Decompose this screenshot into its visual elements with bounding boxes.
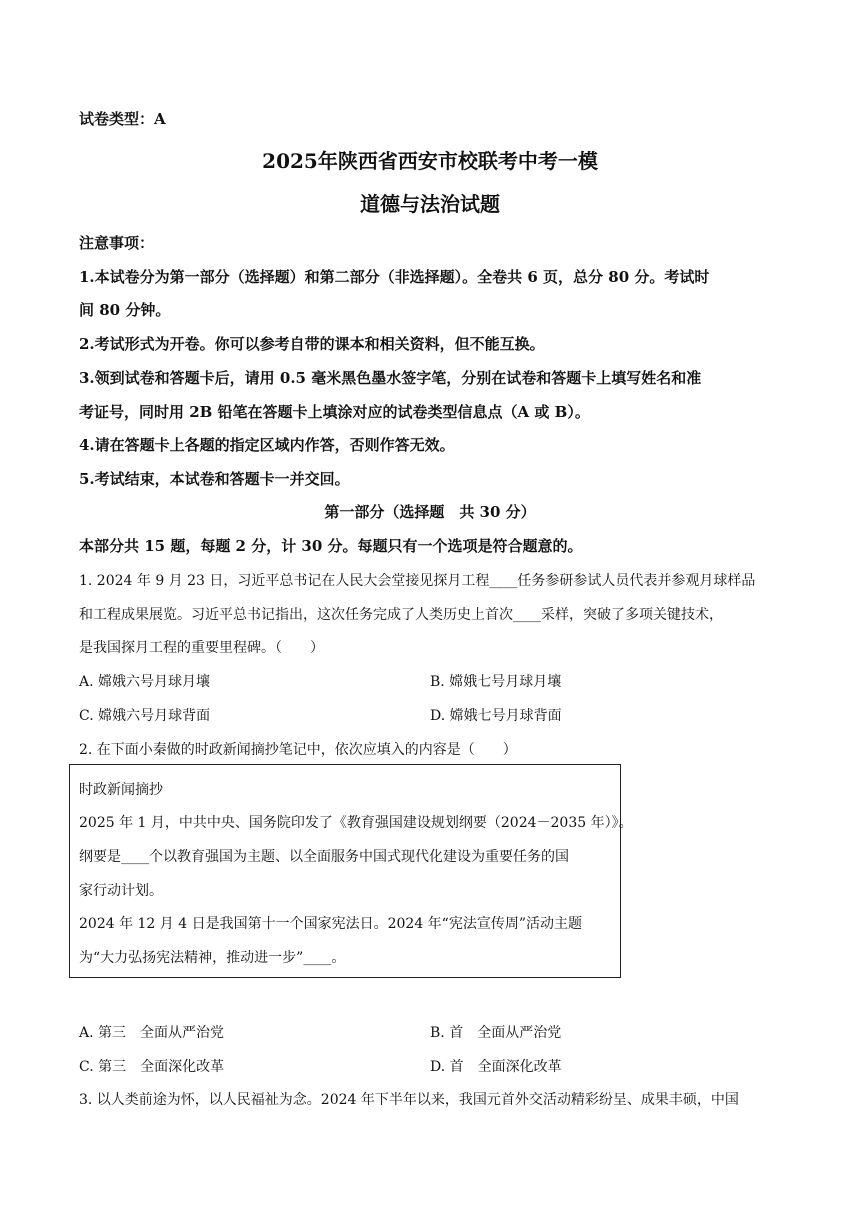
news-box-line: 2024 年 12 月 4 日是我国第十一个国家宪法日。2024 年“宪法宣传周”活动主题	[79, 916, 582, 932]
news-box-line: 为“大力弘扬宪法精神，推动进一步”____。	[79, 950, 346, 966]
question-3-line: 3. 以人类前途为怀，以人民福祉为念。2024 年下半年以来，我国元首外交活动精彩纷呈、成果丰硕，中国	[79, 1092, 739, 1108]
news-box-line: 时政新闻摘抄	[79, 782, 163, 798]
notice-line: 5.考试结束，本试卷和答题卡一并交回。	[79, 470, 350, 488]
notice-line: 1.本试卷分为第一部分（选择题）和第二部分（非选择题）。全卷共 6 页，总分 80 分。考试时	[79, 268, 710, 286]
news-box-line: 纲要是____个以教育强国为主题、以全面服务中国式现代化建设为重要任务的国	[79, 849, 569, 865]
exam-subject: 道德与法治试题	[360, 192, 500, 216]
q1-option-b: B. 嫦娥七号月球月壤	[430, 674, 562, 690]
paper-type: 试卷类型：A	[79, 110, 166, 128]
q2-option-b: B. 首 全面从严治党	[430, 1025, 562, 1041]
question-1-line: 是我国探月工程的重要里程碑。（ ）	[79, 640, 324, 656]
q1-option-c: C. 嫦娥六号月球背面	[79, 708, 211, 724]
q2-option-c: C. 第三 全面深化改革	[79, 1059, 225, 1075]
notice-line: 2.考试形式为开卷。你可以参考自带的课本和相关资料，但不能互换。	[79, 335, 545, 353]
question-2-stem: 2. 在下面小秦做的时政新闻摘抄笔记中，依次应填入的内容是（ ）	[79, 742, 517, 758]
news-box-line: 2025 年 1 月，中共中央、国务院印发了《教育强国建设规划纲要（2024－2035 年）》。	[79, 815, 633, 831]
q2-option-d: D. 首 全面深化改革	[430, 1059, 562, 1075]
news-box-line: 家行动计划。	[79, 883, 163, 899]
q2-option-a: A. 第三 全面从严治党	[79, 1025, 225, 1041]
exam-title: 2025年陕西省西安市校联考中考一模	[262, 149, 598, 173]
notice-line: 考证号，同时用 2B 铅笔在答题卡上填涂对应的试卷类型信息点（A 或 B）。	[79, 403, 590, 421]
question-1-line: 1. 2024 年 9 月 23 日，习近平总书记在人民大会堂接见探月工程____任务参研参试人员代表并参观月球样品	[79, 573, 756, 589]
part1-instruction: 本部分共 15 题，每题 2 分，计 30 分。每题只有一个选项是符合题意的。	[79, 537, 583, 555]
q1-option-d: D. 嫦娥七号月球背面	[430, 708, 562, 724]
notice-line: 3.领到试卷和答题卡后，请用 0.5 毫米黑色墨水签字笔，分别在试卷和答题卡上填写姓名和准	[79, 369, 702, 387]
q1-option-a: A. 嫦娥六号月球月壤	[79, 674, 211, 690]
news-notes-box	[69, 764, 633, 978]
notice-line: 间 80 分钟。	[79, 301, 171, 319]
notice-heading: 注意事项：	[79, 234, 155, 252]
notice-line: 4.请在答题卡上各题的指定区域内作答，否则作答无效。	[79, 436, 455, 454]
question-1-line: 和工程成果展览。习近平总书记指出，这次任务完成了人类历史上首次____采样，突破了多项关键技术，	[79, 607, 723, 623]
part1-title: 第一部分（选择题 共 30 分）	[324, 503, 536, 521]
